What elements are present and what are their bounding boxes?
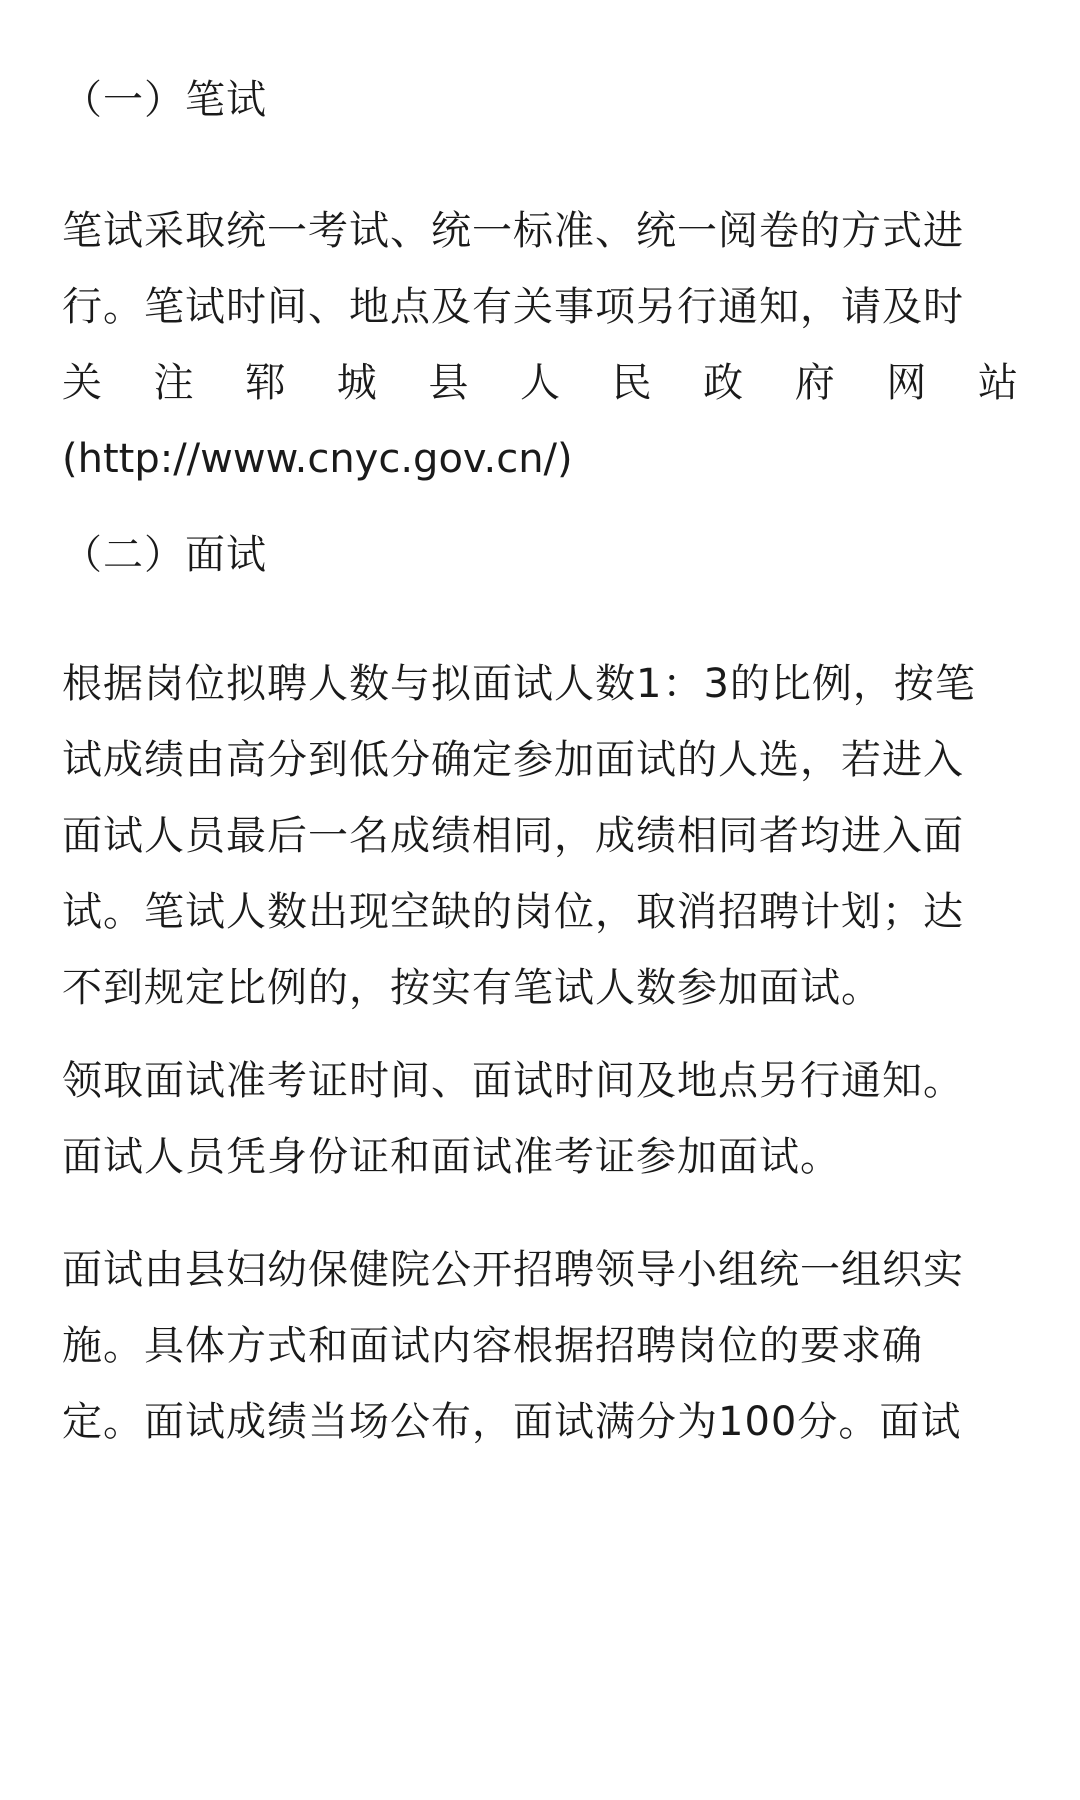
paragraph-line: 面试人员最后一名成绩相同，成绩相同者均进入面: [62, 813, 964, 859]
paragraph-interview-admission: [62, 1043, 1018, 1195]
paragraph-line-spread: 关 注 郓 城 县 人 民 政 府 网 站: [62, 360, 1018, 406]
paragraph-interview-organization: [62, 1232, 1018, 1460]
paragraph-line: 定。面试成绩当场公布，面试满分为100分。面试: [62, 1399, 962, 1445]
paragraph-line: 不到规定比例的，按实有笔试人数参加面试。: [62, 965, 882, 1011]
paragraph-written-exam: [62, 193, 1018, 497]
paragraph-line: 行。笔试时间、地点及有关事项另行通知，请及时: [62, 284, 964, 330]
paragraph-line: 领取面试准考证时间、面试时间及地点另行通知。: [62, 1058, 964, 1104]
section-heading-interview: （二）面试: [62, 532, 267, 578]
paragraph-line: 施。具体方式和面试内容根据招聘岗位的要求确: [62, 1323, 923, 1369]
paragraph-line: 试成绩由高分到低分确定参加面试的人选，若进入: [62, 737, 964, 783]
paragraph-line: 笔试采取统一考试、统一标准、统一阅卷的方式进: [62, 208, 964, 254]
section-heading-written-exam: （一）笔试: [62, 77, 267, 123]
paragraph-line: 面试由县妇幼保健院公开招聘领导小组统一组织实: [62, 1247, 964, 1293]
paragraph-line: 面试人员凭身份证和面试准考证参加面试。: [62, 1134, 841, 1180]
paragraph-interview-selection: [62, 646, 1018, 1026]
government-website-link[interactable]: (http://www.cnyc.gov.cn/): [62, 436, 573, 482]
paragraph-line: 根据岗位拟聘人数与拟面试人数1：3的比例，按笔: [62, 661, 976, 707]
paragraph-line: 试。笔试人数出现空缺的岗位，取消招聘计划；达: [62, 889, 964, 935]
